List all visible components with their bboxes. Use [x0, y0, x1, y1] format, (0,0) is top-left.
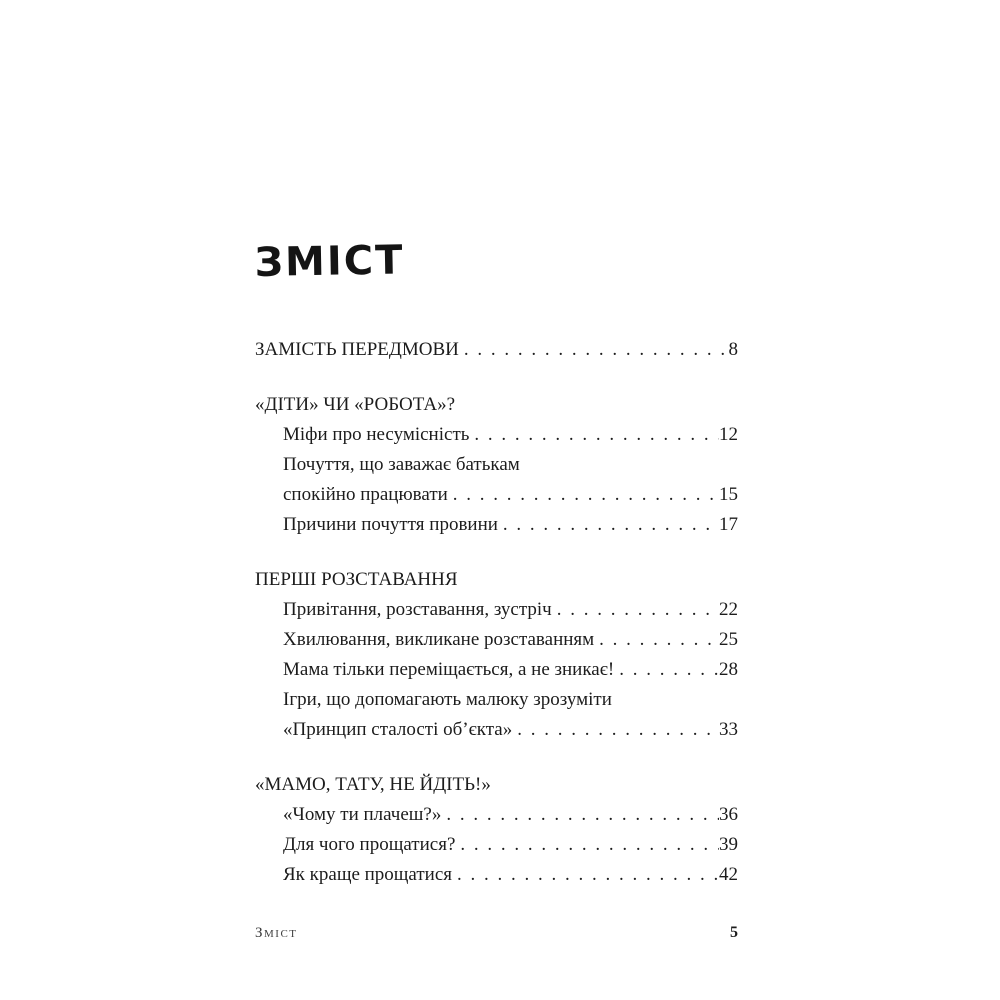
toc-label: Ігри, що допомагають малюку зрозуміти	[283, 689, 612, 710]
toc-page-number: 22	[719, 599, 738, 620]
toc-page-number: 39	[719, 834, 738, 855]
toc-label: Для чого прощатися?	[283, 834, 456, 855]
dot-leader	[517, 715, 719, 745]
toc-label: «МАМО, ТАТУ, НЕ ЙДІТЬ!»	[255, 774, 491, 795]
toc-row	[255, 770, 738, 800]
toc-entry	[255, 510, 738, 540]
footer-section-label: Зміст	[255, 925, 298, 941]
toc-row	[255, 595, 738, 625]
toc-label: Привітання, розставання, зустріч	[283, 599, 552, 620]
toc-row	[255, 390, 738, 420]
page-title: ЗМІСТ	[254, 237, 405, 286]
toc-entry	[255, 450, 738, 510]
toc-entry	[255, 420, 738, 450]
toc-label: Міфи про несумісність	[283, 424, 470, 445]
toc-label: Як краще прощатися	[283, 864, 453, 885]
toc-label: Мама тільки переміщається, а не зникає!	[283, 659, 615, 680]
dot-leader	[474, 420, 719, 450]
dot-leader	[599, 625, 719, 655]
dot-leader	[503, 510, 719, 540]
toc-entry	[255, 860, 738, 890]
toc-page-number: 15	[719, 484, 738, 505]
toc-label: Хвилювання, викликане розставанням	[283, 629, 595, 650]
toc-row	[255, 625, 738, 655]
toc-page-number: 42	[719, 864, 738, 885]
dot-leader	[457, 860, 719, 890]
toc-entry	[255, 625, 738, 655]
dot-leader	[619, 655, 719, 685]
toc-section-heading	[255, 390, 738, 420]
toc-page-number: 33	[719, 719, 738, 740]
toc-row	[255, 655, 738, 685]
dot-leader	[464, 335, 729, 365]
toc-row	[255, 510, 738, 540]
toc-label: ЗАМІСТЬ ПЕРЕДМОВИ	[255, 339, 459, 360]
toc-label: «ДІТИ» ЧИ «РОБОТА»?	[255, 394, 456, 415]
toc-page-number: 17	[719, 514, 738, 535]
footer-page-number: 5	[730, 924, 738, 941]
dot-leader	[446, 800, 719, 830]
toc-page-number: 12	[719, 424, 738, 445]
toc-entry	[255, 335, 738, 365]
toc-label: Почуття, що заважає батькам	[283, 454, 520, 475]
toc-entry	[255, 830, 738, 860]
toc-list	[255, 335, 738, 890]
toc-entry	[255, 655, 738, 685]
toc-label: «Чому ти плачеш?»	[283, 804, 442, 825]
toc-label: Причини почуття провини	[283, 514, 498, 535]
toc-row	[255, 420, 738, 450]
toc-label: ПЕРШІ РОЗСТАВАННЯ	[255, 569, 458, 590]
toc-page-number: 8	[728, 339, 738, 360]
dot-leader	[460, 830, 719, 860]
toc-row	[255, 565, 738, 595]
toc-page-number: 28	[719, 659, 738, 680]
page-footer	[255, 924, 738, 942]
toc-entry	[255, 685, 738, 745]
toc-row	[255, 830, 738, 860]
toc-row	[255, 715, 738, 745]
toc-row	[255, 335, 738, 365]
toc-entry	[255, 800, 738, 830]
toc-page-number: 25	[719, 629, 738, 650]
toc-section-heading	[255, 565, 738, 595]
toc-section-heading	[255, 770, 738, 800]
toc-entry	[255, 595, 738, 625]
toc-label: спокійно працювати	[283, 484, 448, 505]
dot-leader	[557, 595, 719, 625]
toc-row	[255, 480, 738, 510]
toc-content	[254, 237, 738, 890]
toc-label: «Принцип сталості об’єкта»	[283, 719, 513, 740]
dot-leader	[453, 480, 719, 510]
toc-row	[255, 860, 738, 890]
toc-row	[255, 450, 738, 480]
toc-row	[255, 685, 738, 715]
toc-page-number: 36	[719, 804, 738, 825]
toc-row	[255, 800, 738, 830]
